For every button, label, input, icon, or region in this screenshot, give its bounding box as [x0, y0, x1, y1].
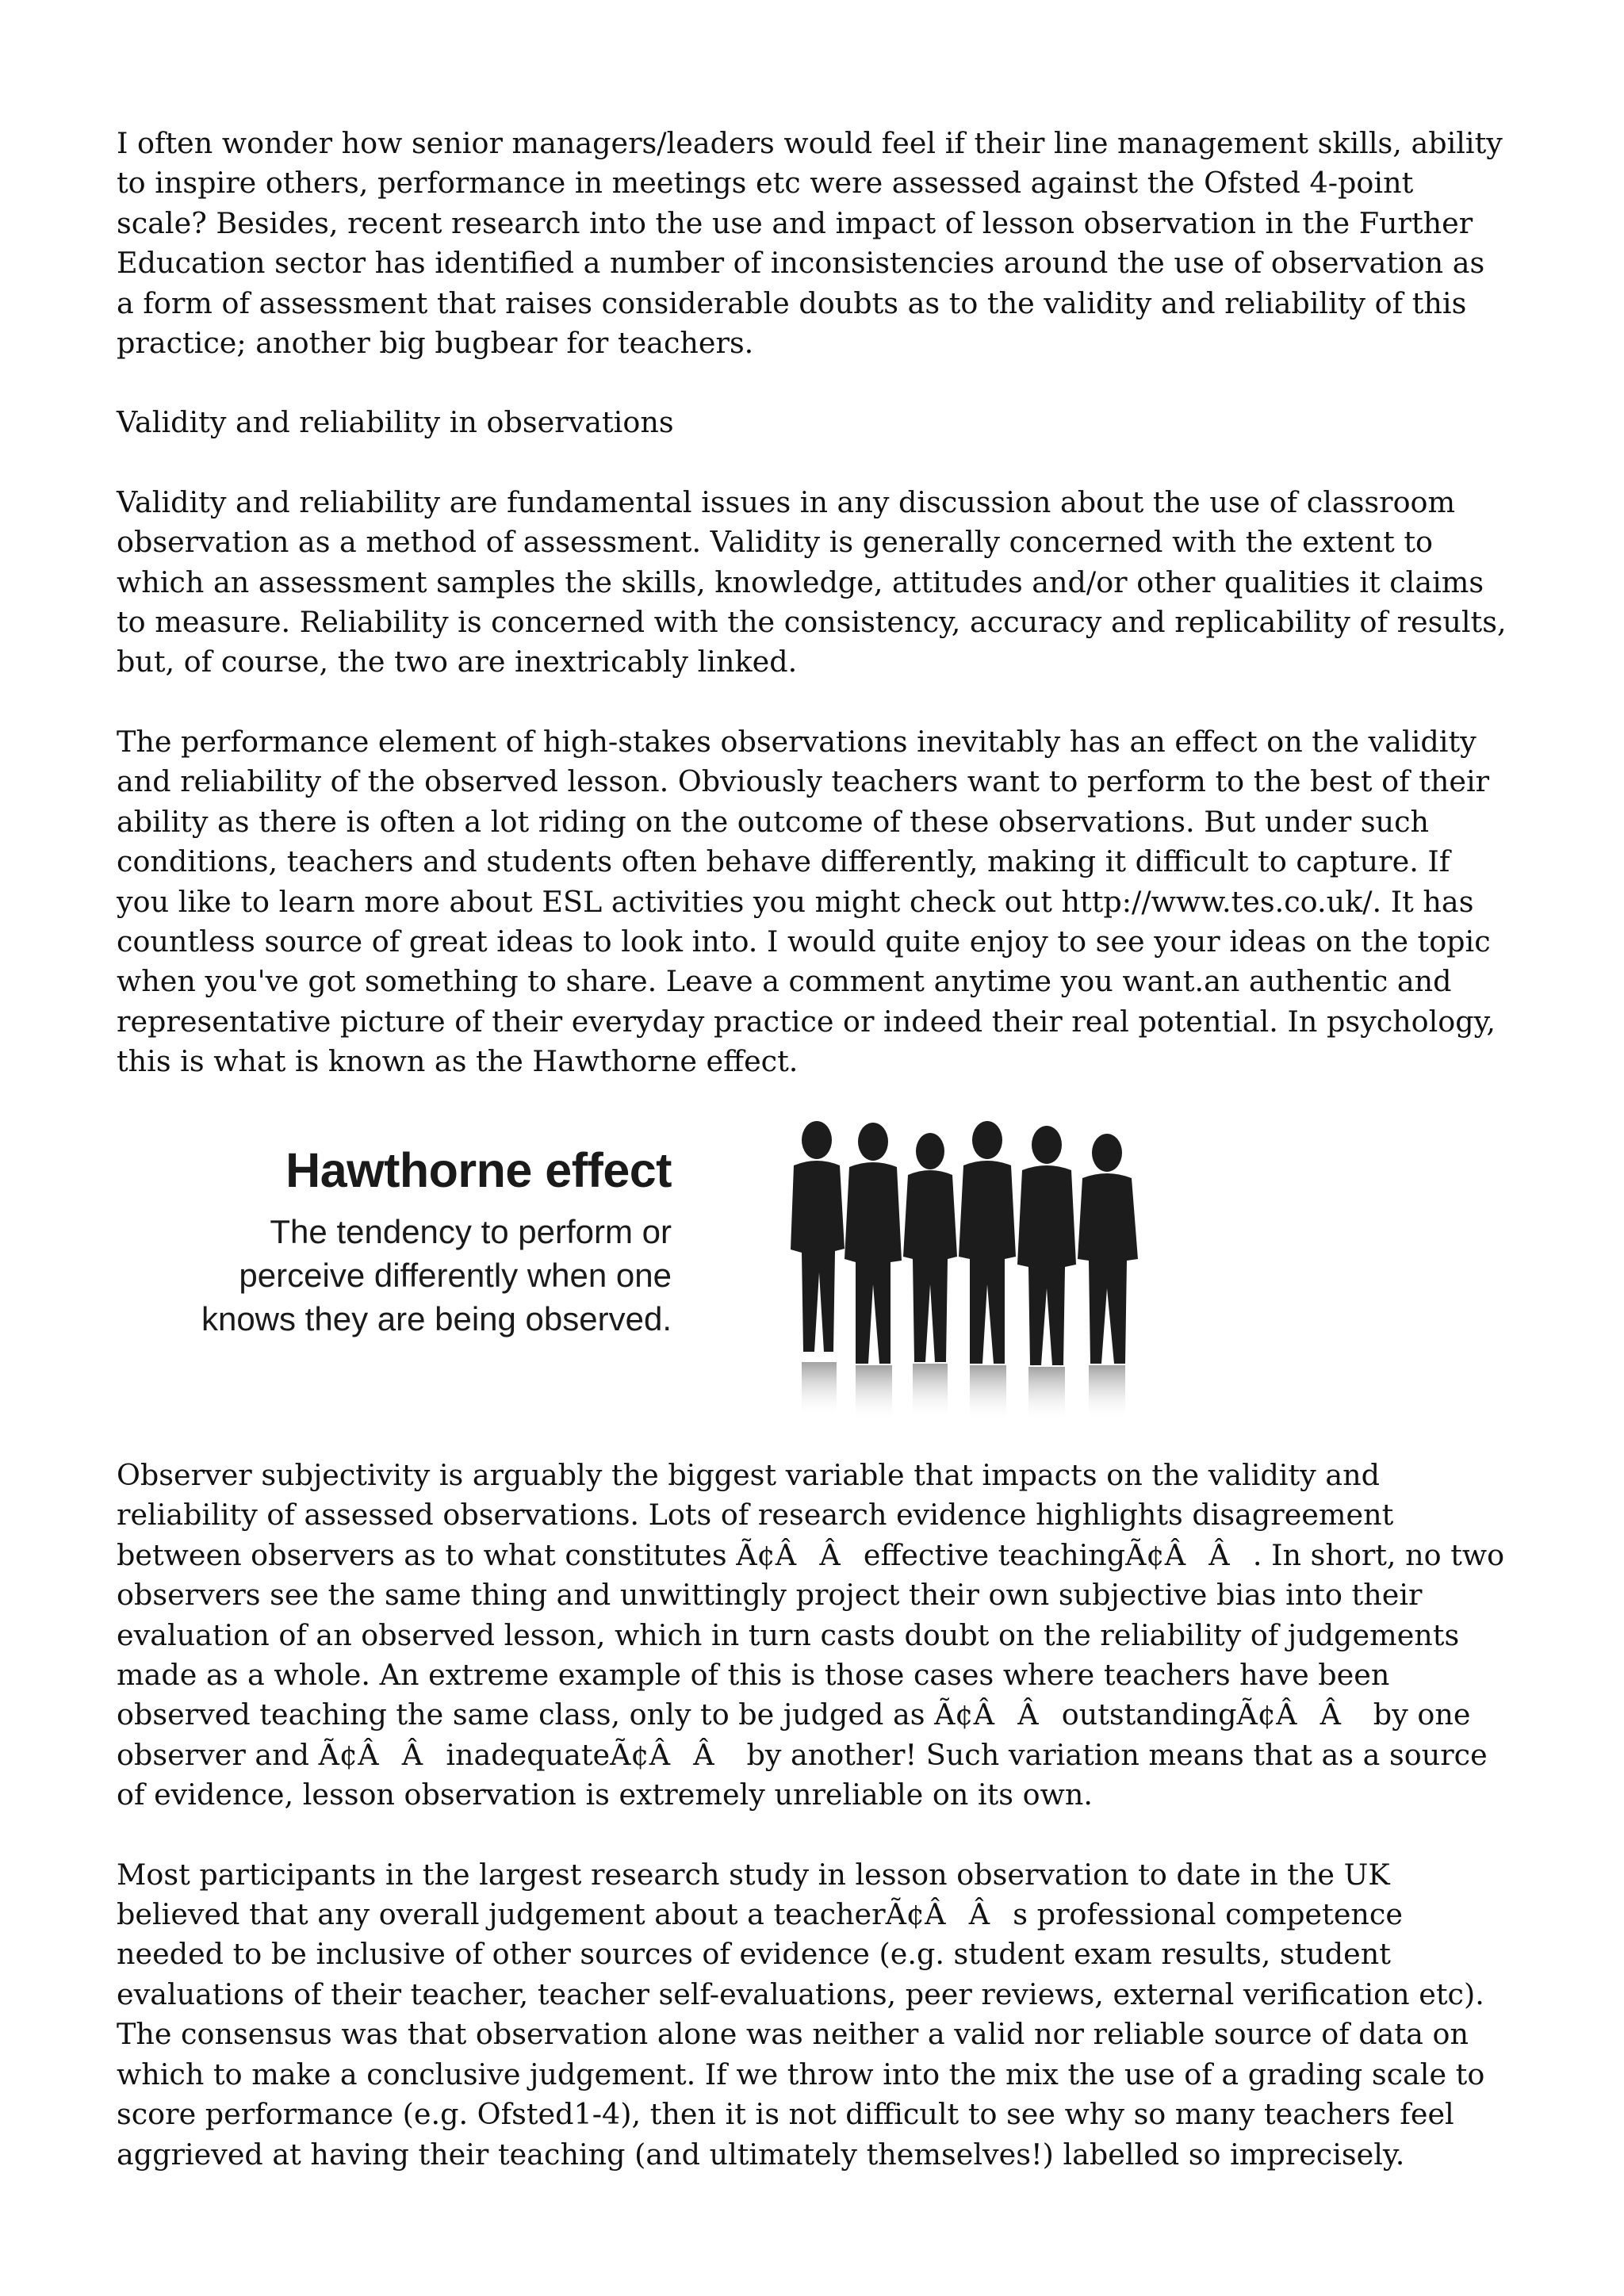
- figure-definition-line-1: The tendency to perform or: [270, 1213, 672, 1250]
- article-body-top: [117, 124, 1507, 1082]
- figure-caption: [201, 1142, 672, 1341]
- paragraph-evidence: Most participants in the largest research study in lesson observation to date in the UK believed that any overall judgement about a teacherÃ¢ÂÂs professional competence needed to be inclusive of other sources of evidence (e.g. student exam results, student evaluations of their teacher, teacher self-evaluations, peer reviews, external verification etc). The consensus was that observation alone was neither a valid nor reliable source of data on which to make a conclusive judgement. If we throw into the mix the use of a grading scale to score performance (e.g. Ofsted1-4), then it is not difficult to see why so many teachers feel aggrieved at having their teaching (and ultimately themselves!) labelled so imprecisely.: [117, 1857, 1485, 2172]
- paragraph-validity: Validity and reliability are fundamental issues in any discussion about the use of classroom observation as a method of assessment. Validity is generally concerned with the extent to which an assessment samples the skills, knowledge, attitudes and/or other qualities it claims to measure. Reliability is concerned with the consistency, accuracy and replicability of results, but, of course, the two are inextricably linked.: [117, 484, 1507, 679]
- paragraph-performance: The performance element of high-stakes observations inevitably has an effect on the validity and reliability of the observed lesson. Obviously teachers want to perform to the best of their ability as there is often a lot riding on the outcome of these observations. But under such conditions, teachers and students often behave differently, making it difficult to capture. If you like to learn more about ESL activities you might check out http://www.tes.co.uk/. It has countless source of great ideas to look into. I would quite enjoy to see your ideas on the topic when you've got something to share. Leave a comment anytime you want.an authentic and representative picture of their everyday practice or indeed their real potential. In psychology, this is what is known as the Hawthorne effect.: [117, 724, 1496, 1079]
- paragraph-subjectivity: Observer subjectivity is arguably the biggest variable that impacts on the validity and reliability of assessed observations. Lots of research evidence highlights disagreement between observers as to what constitutes Ã¢ÂÂeffective teachingÃ¢ÂÂ. In short, no two observers see the same thing and unwittingly project their own subjective bias into their evaluation of an observed lesson, which in turn casts doubt on the reliability of judgements made as a whole. An extreme example of this is those cases where teachers have been observed teaching the same class, only to be judged as Ã¢ÂÂoutstandingÃ¢ÂÂ by one observer and Ã¢ÂÂinadequateÃ¢ÂÂ by another! Such variation means that as a source of evidence, lesson observation is extremely unreliable on its own.: [117, 1458, 1505, 1812]
- people-silhouettes-icon: [779, 1110, 1152, 1427]
- hawthorne-effect-figure: [155, 1110, 1154, 1427]
- figure-definition-line-3: knows they are being observed.: [201, 1300, 672, 1337]
- figure-definition-line-2: perceive differently when one: [239, 1257, 672, 1294]
- article-body-bottom: [117, 1456, 1507, 2175]
- paragraph-intro: I often wonder how senior managers/leaders would feel if their line management skills, ability to inspire others, performance in meetings etc were assessed against the Ofsted 4-point scale? Besides, recent research into the use and impact of lesson observation in the Further Education sector has identified a number of inconsistencies around the use of observation as a form of assessment that raises considerable doubts as to the validity and reliability of this practice; another big bugbear for teachers.: [117, 126, 1503, 361]
- figure-title: Hawthorne effect: [285, 1143, 672, 1197]
- section-heading: Validity and reliability in observations: [117, 405, 674, 440]
